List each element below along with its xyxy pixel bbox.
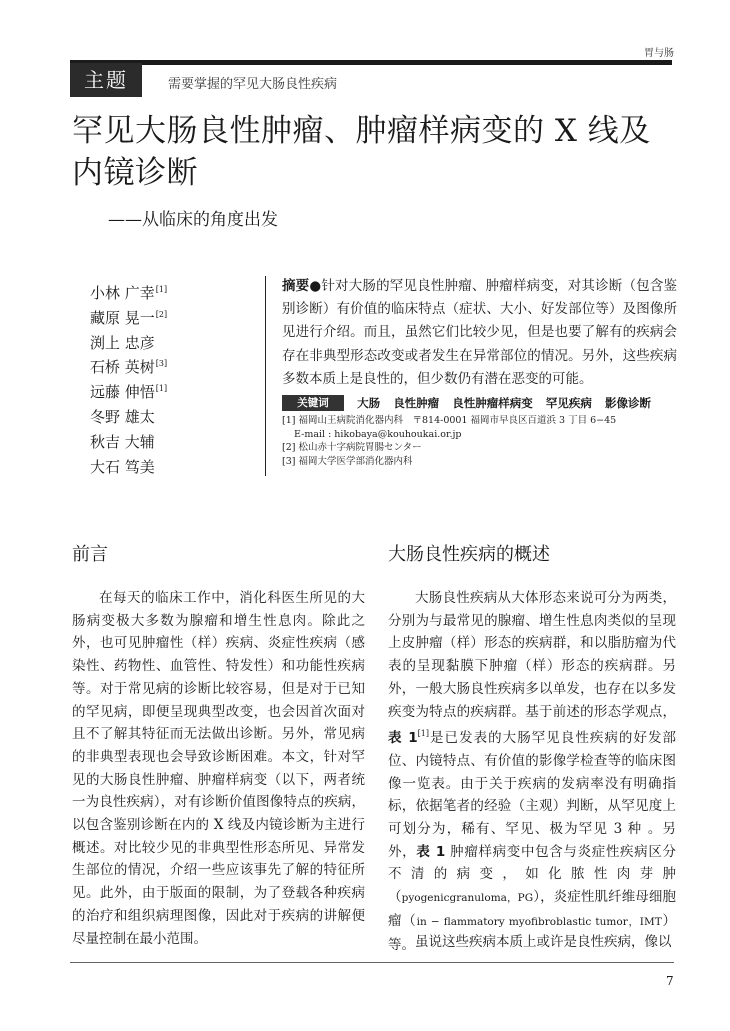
affiliations [282, 414, 677, 468]
affiliation: [3] 福岡大学医学部消化器内科 [282, 455, 413, 467]
table-ref: 表 1 [416, 843, 446, 860]
section-title-overview: 大肠良性疾病的概述 [388, 544, 550, 565]
topic-label: 主题 [70, 63, 142, 97]
header-rule [70, 60, 672, 65]
table-ref: 表 1 [388, 730, 418, 747]
affiliation-email: E-mail : hikobaya@kouhoukai.or.jp [294, 428, 462, 440]
keyword: 良性肿瘤 [393, 395, 440, 410]
author: 渕上 忠彦 [90, 333, 155, 352]
author: 石桥 英树[3] [90, 358, 168, 377]
keyword: 大肠 [357, 395, 381, 410]
keywords [282, 392, 677, 410]
author: 小林 广幸[1] [90, 284, 168, 302]
affiliation: [1] 福岡山王病院消化器内科 〒814-0001 福岡市早良区百道浜 3 丁目 6−45 [282, 415, 617, 426]
page-number: 7 [666, 974, 674, 988]
affiliation: [2] 松山赤十字病院胃腸センター [282, 442, 422, 454]
abstract-text: 针对大肠的罕见良性肿瘤、肿瘤样病变，对其诊断（包含鉴别诊断）有价值的临床特点（症状、大小、好发部位等）及图像所见进行介绍。而且，虽然它们比较少见，但是也要了解有的疾病会存在非典型形态改变或者发生在异常部位的情况。另外，这些疾病多数本质上是良性的，但少数仍有潜在恶变的可能。 [282, 278, 678, 387]
abstract [282, 275, 677, 391]
overview-paragraph: 大肠良性疾病从大体形态来说可分为两类，分别为与最常见的腺瘤、增生性息肉类似的呈现上皮肿瘤（样）形态的疾病群，和以脂肪瘤为代表的呈现黏膜下肿瘤（样）形态的疾病群。另外，一般大肠良性疾病多以单发，也存在以多发疾变为特点的疾病群。基于前述的形态学观点，表 1[1]是已发表的大肠罕见良性疾病的好发部位、内镜特点、有价值的影像学检查等的临床图像一览表。由于关于疾病的发病率没有明确指标，依据笔者的经验（主观）判断，从罕见度上可划分为，稀有、罕见、极为罕见 3 种 。另外，表 1 肿瘤样病变中包含与炎症性疾病区分不清的病变，如化脓性肉芽肿（pyogenicgranuloma，PG），炎症性肌纤维母细胞瘤（in − flammatory myofibroblastic tumor，IMT）等。 [388, 590, 677, 953]
article-title: 罕见大肠良性肿瘤、肿瘤样病变的 X 线及内镜诊断 [72, 113, 651, 191]
intro-paragraph: 在每天的临床工作中，消化科医生所见的大肠病变极大多数为腺瘤和增生性息肉。除此之外，也可见肿瘤性（样）疾病、炎症性疾病（感染性、药物性、血管性、特发性）和功能性疾病等。对于常见病的诊断比较容易，但是对于已知的罕见病，即便呈现典型改变，也会因首次面对且不了解其特征而无法做出诊断。另外，常见病的非典型表现也会导致诊断困难。本文，针对罕见的大肠良性肿瘤、肿瘤样病变（以下，两者统一为良性疾病），对有诊断价值图像特点的疾病，以包含鉴别诊断在内的 X 线及内镜诊断为主进行概述。对比较少见的非典型性形态所见、异常发生部位的情况，介绍一些应该事先了解的特征所见。此外，由于版面的限制，为了登载各种疾病的治疗和组织病理图像，因此对于疾病的讲解便尽量控制在最小范围。 [72, 590, 365, 947]
author: 秋吉 大辅 [90, 432, 155, 451]
abstract-divider [265, 276, 266, 476]
abstract-lead: 摘要● [282, 278, 322, 294]
author-list [90, 278, 167, 476]
author: 大石 笃美 [90, 457, 155, 476]
keywords-label: 关键词 [282, 395, 344, 411]
author: 藏原 晃一[2] [90, 308, 168, 327]
keyword: 罕见疾病 [545, 395, 592, 410]
journal-name: 胃与肠 [644, 48, 674, 59]
keyword: 良性肿瘤样病变 [452, 395, 533, 410]
footer-rule [70, 962, 674, 963]
article-subtitle: ——从临床的角度出发 [108, 210, 278, 230]
overview-paragraph-2: 虽说这些疾病本质上或许是良性疾病，像以 [415, 934, 672, 950]
keyword: 影像诊断 [604, 395, 651, 410]
author: 冬野 雄太 [90, 407, 155, 426]
section-title-intro: 前言 [72, 544, 108, 565]
author: 远藤 伸悟[1] [90, 383, 168, 402]
topic-subtitle: 需要掌握的罕见大肠良性疾病 [168, 77, 338, 92]
